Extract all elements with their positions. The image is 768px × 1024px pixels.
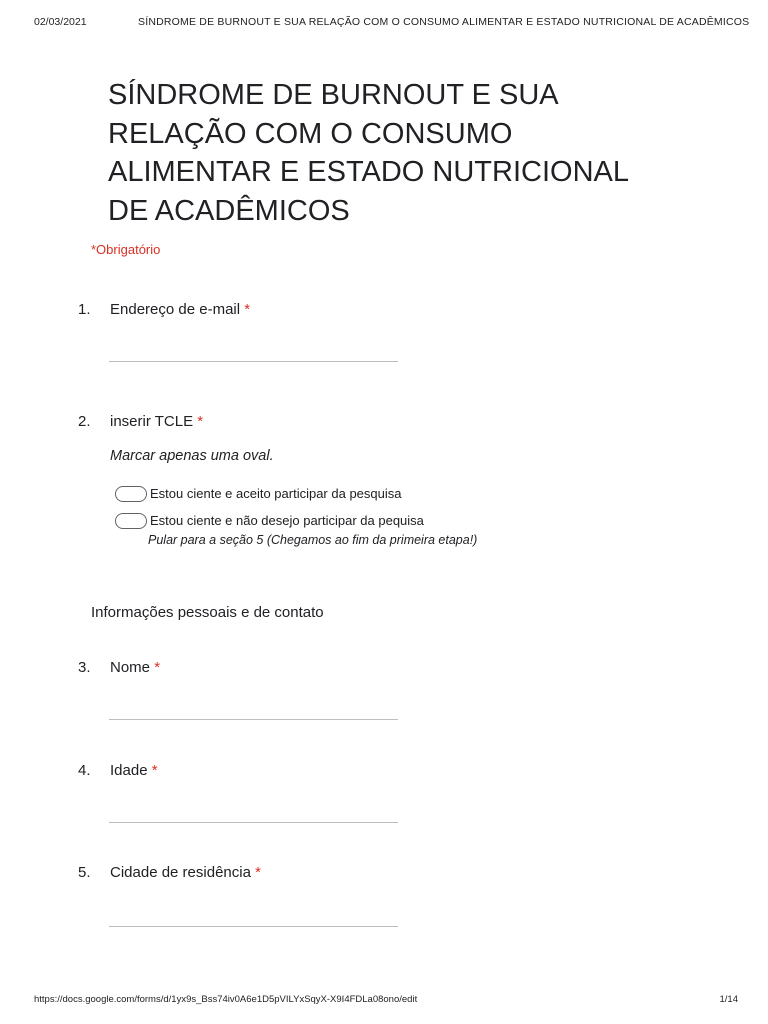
print-date: 02/03/2021 — [34, 16, 87, 28]
required-asterisk: * — [244, 301, 251, 318]
required-asterisk: * — [197, 413, 204, 430]
name-answer-field[interactable] — [109, 719, 398, 720]
question-label-text: Cidade de residência — [110, 864, 251, 881]
age-answer-field[interactable] — [109, 822, 398, 823]
question-label — [110, 864, 261, 881]
skip-section-note: Pular para a seção 5 (Chegamos ao fim da primeira etapa!) — [148, 533, 478, 547]
form-title-line: DE ACADÊMICOS — [108, 194, 350, 227]
print-footer — [34, 994, 738, 1008]
question-label — [110, 301, 250, 318]
email-answer-field[interactable] — [109, 361, 398, 362]
question-hint: Marcar apenas uma oval. — [110, 448, 274, 464]
question-label-text: Endereço de e-mail — [110, 301, 241, 318]
question-label-text: Nome — [110, 659, 151, 676]
option-label: Estou ciente e não desejo participar da pequisa — [150, 513, 424, 528]
required-asterisk: * — [154, 659, 161, 676]
form-title — [108, 76, 668, 230]
question-label — [110, 762, 158, 779]
question-label-text: Idade — [110, 762, 148, 779]
section-title: Informações pessoais e de contato — [91, 604, 324, 621]
question-label — [110, 413, 203, 430]
option-label: Estou ciente e aceito participar da pesquisa — [150, 486, 402, 501]
city-answer-field[interactable] — [109, 926, 398, 927]
question-number: 2. — [78, 413, 91, 430]
question-label-text: inserir TCLE — [110, 413, 194, 430]
print-document-title: SÍNDROME DE BURNOUT E SUA RELAÇÃO COM O CONSUMO ALIMENTAR E ESTADO NUTRICIONAL DE ACADÊMICOS — [138, 16, 750, 28]
question-label — [110, 659, 160, 676]
form-title-line: RELAÇÃO COM O CONSUMO — [108, 117, 513, 150]
required-asterisk: * — [255, 864, 261, 881]
radio-oval-icon[interactable] — [115, 513, 147, 529]
question-number: 5. — [78, 864, 91, 881]
required-note: *Obrigatório — [91, 242, 161, 257]
question-number: 1. — [78, 301, 91, 318]
print-header — [34, 16, 750, 30]
question-number: 3. — [78, 659, 91, 676]
radio-oval-icon[interactable] — [115, 486, 147, 502]
form-title-line: ALIMENTAR E ESTADO NUTRICIONAL — [108, 156, 629, 188]
question-number: 4. — [78, 762, 91, 779]
print-url: https://docs.google.com/forms/d/1yx9s_Bss74iv0A6e1D5pVILYxSqyX-X9I4FDLa08ono/edit — [34, 994, 418, 1005]
required-asterisk: * — [151, 762, 158, 779]
form-title-line: SÍNDROME DE BURNOUT E SUA — [108, 79, 559, 111]
page-number: 1/14 — [719, 994, 738, 1005]
